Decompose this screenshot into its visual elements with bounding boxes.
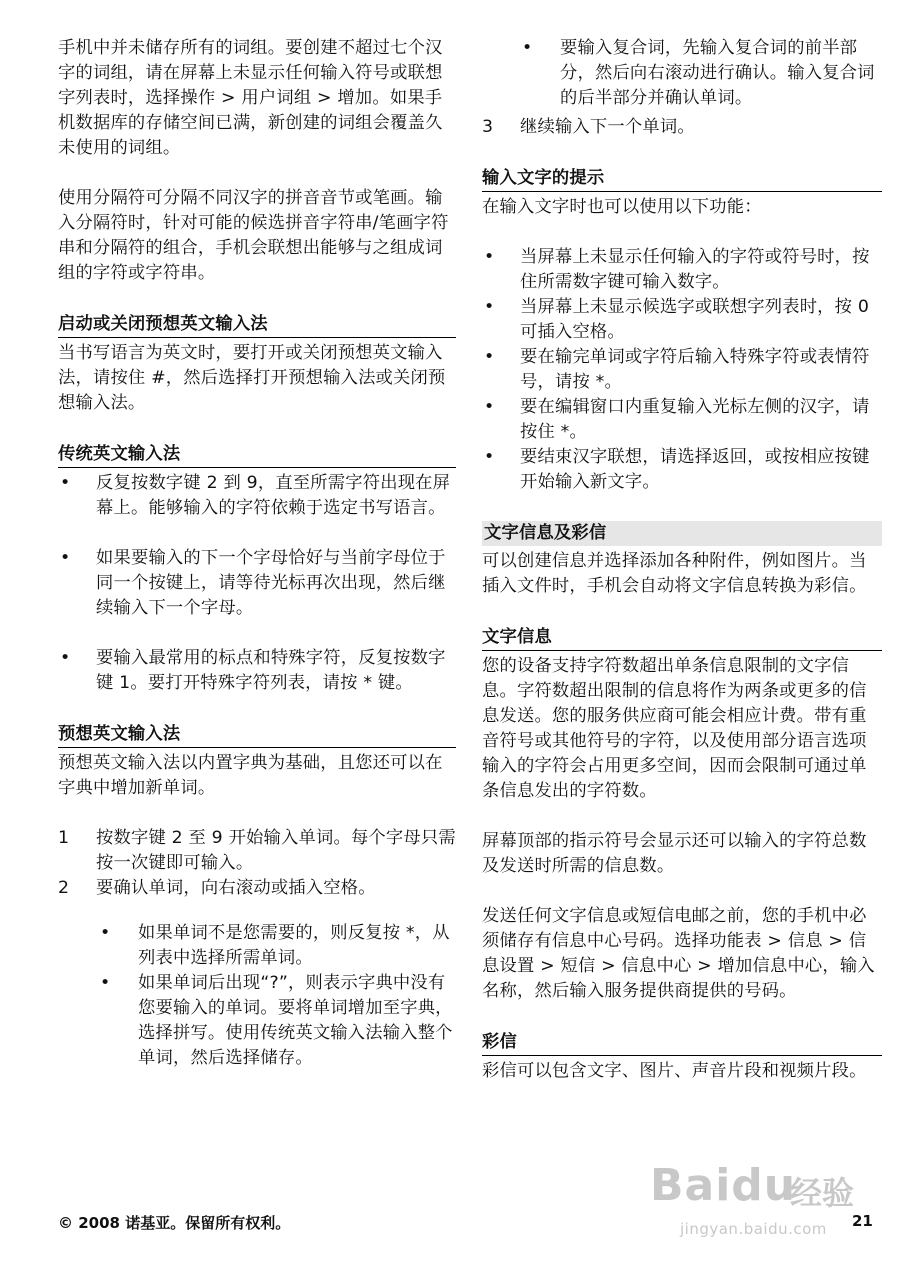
- list-item: [58, 546, 456, 621]
- list-item-text: 要结束汉字联想，请选择返回，或按相应按键开始输入新文字。: [520, 447, 870, 492]
- list-item-text: 要在编辑窗口内重复输入光标左侧的汉字，请按住 *。: [520, 397, 870, 442]
- text-messages-paragraph-1: 您的设备支持字符数超出单条信息限制的文字信息。字符数超出限制的信息将作为两条或更多的信息发送。您的服务供应商可能会相应计费。带有重音符号或其他符号的字符，以及使用部分语言选项输入的字符会占用更多空间，因而会限制可通过单条信息发出的字符数。: [482, 656, 867, 801]
- heading-input-tips: 输入文字的提示: [482, 166, 882, 192]
- text-messages-paragraph-3: 发送任何文字信息或短信电邮之前，您的手机中必须储存有信息中心号码。选择功能表 > 信息 > 信息设置 > 短信 > 信息中心 > 增加信息中心，输入名称，然后输入服务提供商提供的号码。: [482, 906, 875, 1001]
- heading-messaging: 文字信息及彩信: [482, 521, 882, 546]
- sub-list-item-text: 要输入复合词，先输入复合词的前半部分，然后向右滚动进行确认。输入复合词的后半部分并确认单词。: [560, 38, 875, 108]
- list-item: [482, 295, 882, 345]
- list-item: [58, 646, 456, 696]
- bullet-icon: •: [60, 548, 71, 568]
- step-number: 2: [58, 878, 70, 898]
- bullet-icon: •: [100, 923, 111, 943]
- right-column: [482, 36, 882, 1084]
- copyright-footer: © 2008 诺基亚。保留所有权利。: [58, 1214, 291, 1232]
- step-item: [58, 876, 456, 901]
- intro-paragraph-1: 手机中并未储存所有的词组。要创建不超过七个汉字的词组，请在屏幕上未显示任何输入符号或联想字列表时，选择操作 > 用户词组 > 增加。如果手机数据库的存储空间已满，新创建的词组会覆盖久未使用的词组。: [58, 38, 443, 158]
- bullet-icon: •: [100, 973, 111, 993]
- baidu-logo: Baidu: [650, 1160, 797, 1211]
- list-item: [482, 345, 882, 395]
- heading-text-messages: 文字信息: [482, 625, 882, 651]
- baidu-watermark: [640, 1160, 880, 1246]
- list-item: [58, 471, 456, 521]
- list-item-text: 当屏幕上未显示候选字或联想字列表时，按 0 可插入空格。: [520, 297, 870, 342]
- intro-paragraph-2: 使用分隔符可分隔不同汉字的拼音音节或笔画。输入分隔符时，针对可能的候选拼音字符串/笔画字符串和分隔符的组合，手机会联想出能够与之组成词组的字符或字符串。: [58, 188, 449, 283]
- bullet-icon: •: [484, 447, 495, 467]
- list-item-text: 要输入最常用的标点和特殊字符，反复按数字键 1。要打开特殊字符列表，请按 * 键。: [96, 648, 446, 693]
- mms-text: 彩信可以包含文字、图片、声音片段和视频片段。: [482, 1061, 867, 1081]
- list-item: [482, 245, 882, 295]
- heading-traditional-english: 传统英文输入法: [58, 442, 456, 468]
- step-text: 继续输入下一个单词。: [520, 117, 695, 137]
- step-text: 要确认单词，向右滚动或插入空格。: [96, 878, 376, 898]
- step-number: 1: [58, 828, 70, 848]
- bullet-icon: •: [484, 347, 495, 367]
- list-item-text: 要在输完单词或字符后输入特殊字符或表情符号，请按 *。: [520, 347, 870, 392]
- sub-list-item: [58, 971, 456, 1071]
- messaging-text: 可以创建信息并选择添加各种附件，例如图片。当插入文件时，手机会自动将文字信息转换为彩信。: [482, 551, 867, 596]
- bullet-icon: •: [60, 473, 71, 493]
- list-item-text: 如果要输入的下一个字母恰好与当前字母位于同一个按键上，请等待光标再次出现，然后继续输入下一个字母。: [96, 548, 446, 618]
- page-number: 21: [852, 1212, 873, 1230]
- input-tips-text: 在输入文字时也可以使用以下功能：: [482, 197, 762, 217]
- sub-list-item-text: 如果单词后出现“?”，则表示字典中没有您要输入的单词。要将单词增加至字典，选择拼写。使用传统英文输入法输入整个单词，然后选择储存。: [138, 973, 453, 1068]
- text-messages-paragraph-2: 屏幕顶部的指示符号会显示还可以输入的字符总数及发送时所需的信息数。: [482, 831, 867, 876]
- bullet-icon: •: [484, 397, 495, 417]
- heading-predictive-toggle: 启动或关闭预想英文输入法: [58, 312, 456, 338]
- watermark-url: jingyan.baidu.com: [680, 1220, 827, 1238]
- left-column: [58, 36, 456, 1071]
- bullet-icon: •: [484, 297, 495, 317]
- step-text: 按数字键 2 至 9 开始输入单词。每个字母只需按一次键即可输入。: [96, 828, 456, 873]
- list-item: [482, 445, 882, 495]
- bullet-icon: •: [60, 648, 71, 668]
- step-item: [482, 115, 882, 140]
- list-item-text: 当屏幕上未显示任何输入的字符或符号时，按住所需数字键可输入数字。: [520, 247, 870, 292]
- list-item: [482, 395, 882, 445]
- sub-list-item-text: 如果单词不是您需要的，则反复按 *，从列表中选择所需单词。: [138, 923, 450, 968]
- list-item-text: 反复按数字键 2 到 9，直至所需字符出现在屏幕上。能够输入的字符依赖于选定书写语言。: [96, 473, 451, 518]
- sub-list-item: [482, 36, 882, 111]
- predictive-toggle-text: 当书写语言为英文时，要打开或关闭预想英文输入法，请按住 #，然后选择打开预想输入法或关闭预想输入法。: [58, 343, 446, 413]
- watermark-cn-text: 经验: [790, 1174, 855, 1212]
- step-item: [58, 826, 456, 876]
- heading-predictive-english: 预想英文输入法: [58, 722, 456, 748]
- predictive-english-text: 预想英文输入法以内置字典为基础，且您还可以在字典中增加新单词。: [58, 753, 443, 798]
- heading-mms: 彩信: [482, 1030, 882, 1056]
- bullet-icon: •: [522, 38, 533, 58]
- step-number: 3: [482, 117, 494, 137]
- bullet-icon: •: [484, 247, 495, 267]
- sub-list-item: [58, 921, 456, 971]
